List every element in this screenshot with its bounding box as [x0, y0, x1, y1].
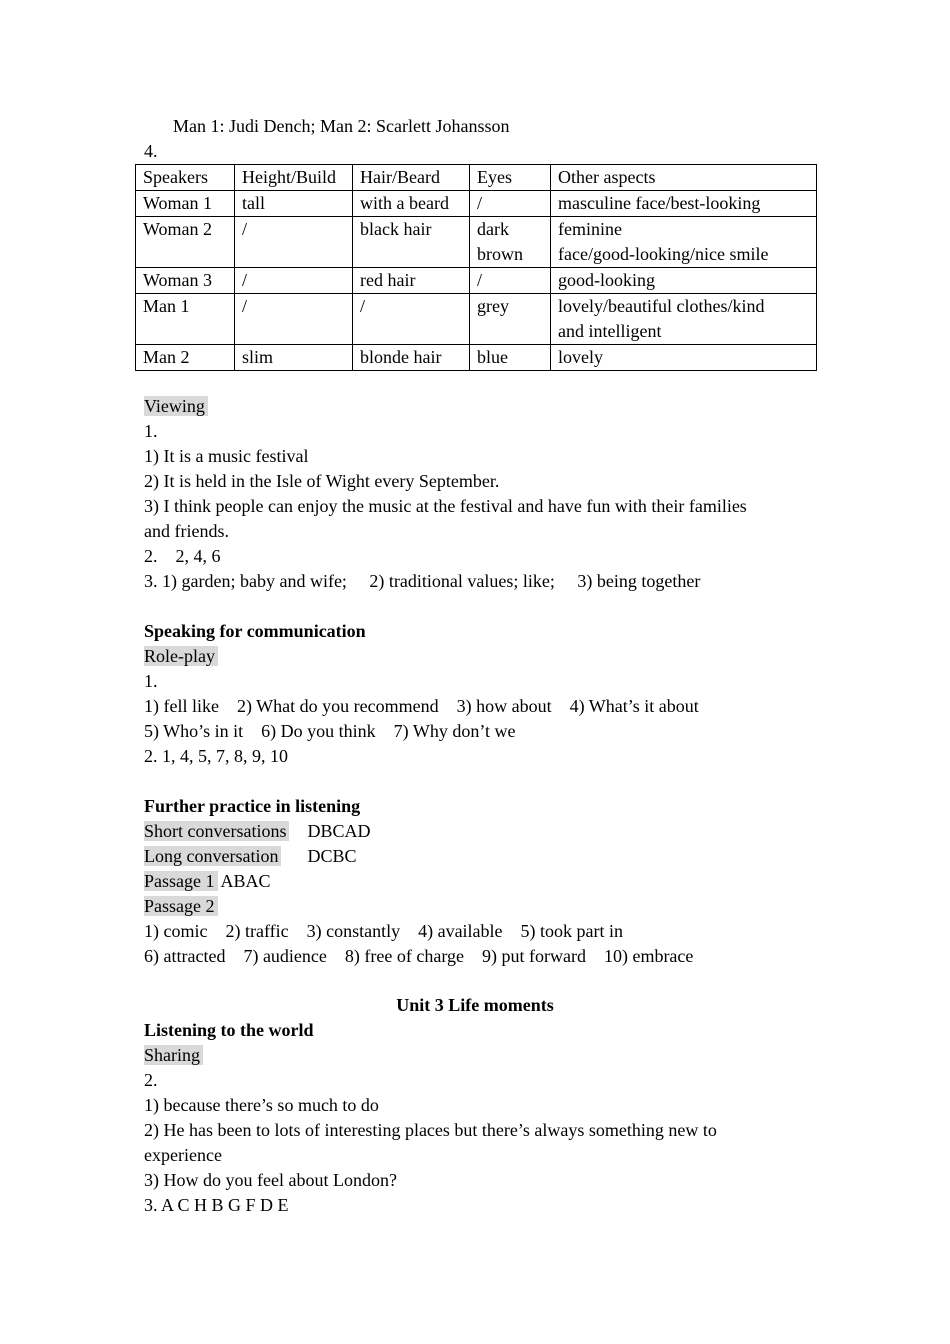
cell-line: lovely: [558, 347, 603, 367]
cell-line: /: [477, 193, 483, 213]
passage-1-answer: ABAC: [220, 871, 271, 891]
table-cell-height: tall: [235, 191, 353, 217]
table-row: [136, 191, 817, 217]
cell-line: grey: [477, 296, 509, 316]
cell-line: face/good-looking/nice smile: [558, 244, 769, 264]
short-conversations-answer: DBCAD: [307, 821, 371, 841]
table-cell-speaker: Woman 1: [136, 191, 235, 217]
viewing-q2: 2. 2, 4, 6: [144, 546, 221, 566]
table-cell-eyes: [470, 345, 551, 371]
table-row: [136, 345, 817, 371]
sharing-answer-2: 2) He has been to lots of interesting places but there’s always something new to: [144, 1120, 717, 1140]
table-header-cell: Speakers: [136, 165, 235, 191]
speaking-q1-label: 1.: [144, 671, 158, 691]
viewing-answer-3-cont: and friends.: [144, 521, 229, 541]
cell-line: good-looking: [558, 270, 655, 290]
passage-2-label: Passage 2: [144, 896, 218, 916]
viewing-answer-1: 1) It is a music festival: [144, 446, 309, 466]
speaking-heading: Speaking for communication: [144, 621, 366, 641]
table-header-cell: Hair/Beard: [353, 165, 470, 191]
table-cell-speaker: Woman 3: [136, 268, 235, 294]
table-row: [136, 217, 817, 268]
cell-line: brown: [477, 244, 523, 264]
sharing-answer-3: 3) How do you feel about London?: [144, 1170, 397, 1190]
viewing-section: [144, 394, 208, 419]
listening-heading: Listening to the world: [144, 1020, 314, 1040]
speaker-description-table: [135, 164, 817, 371]
sharing-section: [144, 1043, 203, 1068]
table-header-row: [136, 165, 817, 191]
viewing-q3: 3. 1) garden; baby and wife; 2) traditional values; like; 3) being together: [144, 571, 701, 591]
cell-line: blue: [477, 347, 508, 367]
table-cell-other: [551, 217, 817, 268]
table-cell-speaker: Man 2: [136, 345, 235, 371]
further-heading: Further practice in listening: [144, 796, 361, 816]
long-conversation-row: [144, 844, 357, 869]
long-conversation-label: Long conversation: [144, 846, 281, 866]
table-cell-hair: with a beard: [353, 191, 470, 217]
viewing-answer-2: 2) It is held in the Isle of Wight every September.: [144, 471, 500, 491]
roleplay-label: Role-play: [144, 646, 218, 666]
sharing-answer-1: 1) because there’s so much to do: [144, 1095, 379, 1115]
table-row: [136, 268, 817, 294]
table-cell-height: /: [235, 268, 353, 294]
sharing-label: Sharing: [144, 1045, 203, 1065]
table-cell-speaker: Man 1: [136, 294, 235, 345]
table-cell-height: /: [235, 294, 353, 345]
table-cell-other: [551, 268, 817, 294]
speaking-answers-line-2: 5) Who’s in it 6) Do you think 7) Why don’t we: [144, 721, 516, 741]
cell-line: and intelligent: [558, 321, 662, 341]
speaking-answers-line-1: 1) fell like 2) What do you recommend 3) how about 4) What’s it about: [144, 696, 699, 716]
passage-2-answers-line-1: 1) comic 2) traffic 3) constantly 4) available 5) took part in: [144, 921, 624, 941]
speaking-q2: 2. 1, 4, 5, 7, 8, 9, 10: [144, 746, 288, 766]
table-cell-eyes: [470, 191, 551, 217]
unit-title: Unit 3 Life moments: [396, 995, 554, 1015]
cell-line: dark: [477, 219, 509, 239]
table-cell-hair: blonde hair: [353, 345, 470, 371]
sharing-answer-2-cont: experience: [144, 1145, 222, 1165]
sharing-q3: 3. A C H B G F D E: [144, 1195, 289, 1215]
cell-line: masculine face/best-looking: [558, 193, 761, 213]
table-cell-hair: black hair: [353, 217, 470, 268]
cell-line: /: [477, 270, 483, 290]
short-conversations-label: Short conversations: [144, 821, 289, 841]
table-cell-eyes: [470, 217, 551, 268]
cell-line: feminine: [558, 219, 622, 239]
sharing-q2-label: 2.: [144, 1070, 158, 1090]
man-answer-line: Man 1: Judi Dench; Man 2: Scarlett Johansson: [173, 116, 510, 136]
table-cell-hair: red hair: [353, 268, 470, 294]
table-cell-height: /: [235, 217, 353, 268]
table-cell-speaker: Woman 2: [136, 217, 235, 268]
table-cell-other: [551, 294, 817, 345]
table-cell-eyes: [470, 294, 551, 345]
table-cell-eyes: [470, 268, 551, 294]
viewing-answer-3: 3) I think people can enjoy the music at the festival and have fun with their families: [144, 496, 747, 516]
viewing-label: Viewing: [144, 396, 208, 416]
table-row: [136, 294, 817, 345]
table-header-cell: Height/Build: [235, 165, 353, 191]
passage-1-label: Passage 1: [144, 871, 218, 891]
long-conversation-answer: DCBC: [307, 846, 357, 866]
passage-2-row: [144, 894, 218, 919]
table-cell-hair: /: [353, 294, 470, 345]
question-4-label: 4.: [144, 141, 158, 161]
cell-line: lovely/beautiful clothes/kind: [558, 296, 765, 316]
short-conversations-row: [144, 819, 371, 844]
table-header-cell: Other aspects: [551, 165, 817, 191]
passage-1-row: [144, 869, 271, 894]
table-cell-height: slim: [235, 345, 353, 371]
roleplay-section: [144, 644, 218, 669]
table-cell-other: [551, 345, 817, 371]
table-cell-other: [551, 191, 817, 217]
table-header-cell: Eyes: [470, 165, 551, 191]
passage-2-answers-line-2: 6) attracted 7) audience 8) free of charge 9) put forward 10) embrace: [144, 946, 694, 966]
viewing-q1-label: 1.: [144, 421, 158, 441]
